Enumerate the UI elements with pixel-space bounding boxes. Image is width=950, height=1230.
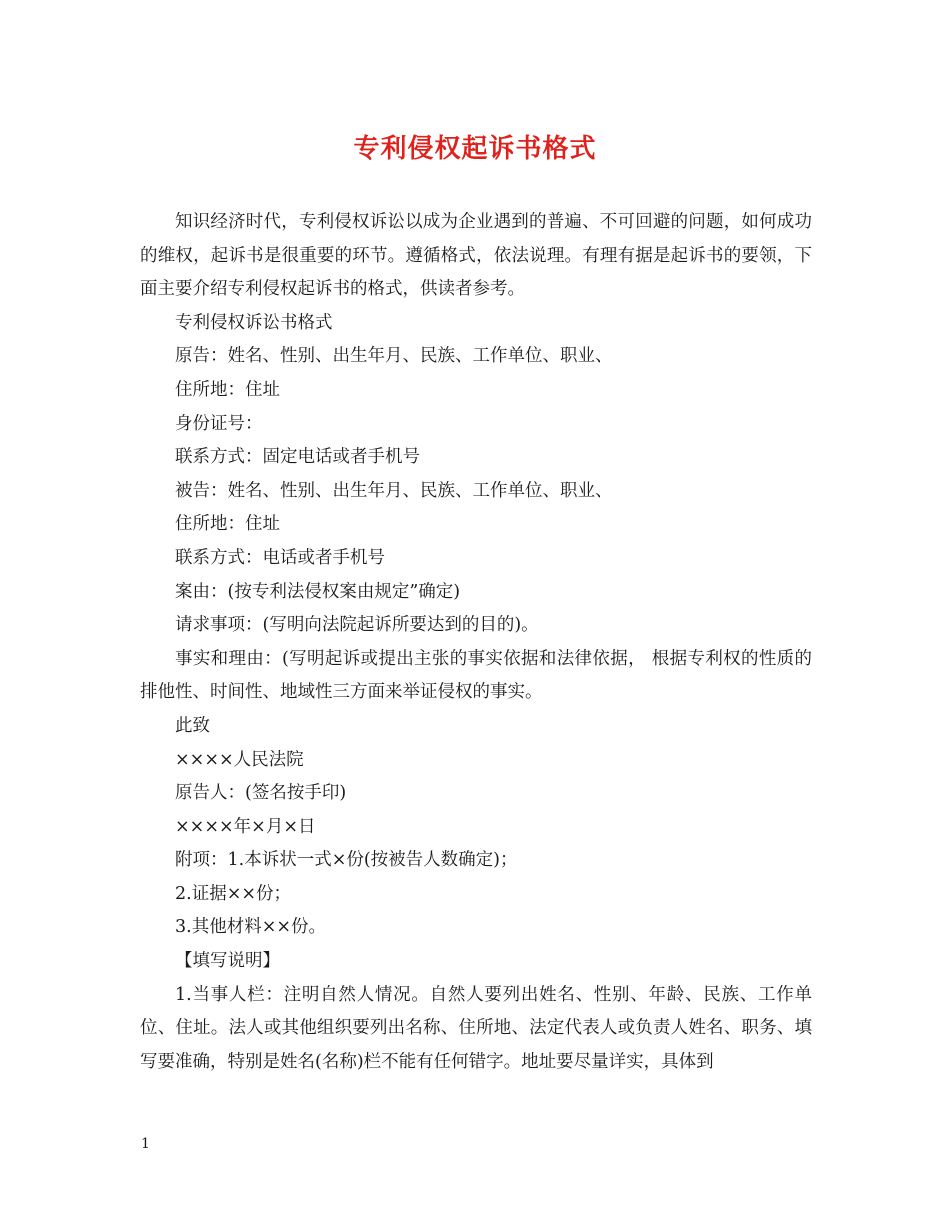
- attachment-line-2: 2.证据××份；: [175, 883, 292, 904]
- cause-line: 案由：(按专利法侵权案由规定”确定): [175, 581, 461, 602]
- defendant-contact-line: 联系方式：电话或者手机号: [175, 547, 385, 568]
- date-line: ××××年×月×日: [175, 816, 316, 837]
- page-number: 1: [141, 1136, 150, 1152]
- plaintiff-contact-line: 联系方式：固定电话或者手机号: [175, 447, 420, 468]
- attachment-line-1: 附项：1.本诉状一式×份(按被告人数确定)；: [175, 850, 518, 871]
- instructions-paragraph: 1.当事人栏：注明自然人情况。自然人要列出姓名、性别、年龄、民族、工作单位、住址。法人或其他组织要列出名称、住所地、法定代表人或负责人姓名、职务、填写要准确，特别是姓名(名称)栏不能有任何错字。地址要尽量详实，具体到: [140, 984, 812, 1072]
- plaintiff-line: 原告：姓名、性别、出生年月、民族、工作单位、职业、: [175, 346, 613, 367]
- signature-line: 原告人：(签名按手印): [175, 783, 347, 804]
- format-heading: 专利侵权诉讼书格式: [175, 312, 333, 333]
- defendant-address-line: 住所地：住址: [175, 514, 280, 535]
- salutation-line: 此致: [175, 715, 210, 736]
- id-number-line: 身份证号：: [175, 413, 263, 434]
- court-line: ××××人民法院: [175, 749, 304, 770]
- plaintiff-address-line: 住所地：住址: [175, 379, 280, 400]
- intro-paragraph: 知识经济时代，专利侵权诉讼以成为企业遇到的普遍、不可回避的问题，如何成功的维权，起诉书是很重要的环节。遵循格式，依法说理。有理有据是起诉书的要领，下面主要介绍专利侵权起诉书的格式，供读者参考。: [140, 212, 812, 300]
- instructions-heading: 【填写说明】: [175, 951, 280, 972]
- document-body: [140, 206, 812, 1079]
- defendant-line: 被告：姓名、性别、出生年月、民族、工作单位、职业、: [175, 480, 613, 501]
- attachment-line-3: 3.其他材料××份。: [175, 917, 327, 938]
- facts-paragraph: 事实和理由：(写明起诉或提出主张的事实依据和法律依据， 根据专利权的性质的排他性、时间性、地域性三方面来举证侵权的事实。: [140, 648, 812, 703]
- claims-line: 请求事项：(写明向法院起诉所要达到的目的)。: [175, 615, 539, 636]
- document-title: 专利侵权起诉书格式: [353, 134, 597, 164]
